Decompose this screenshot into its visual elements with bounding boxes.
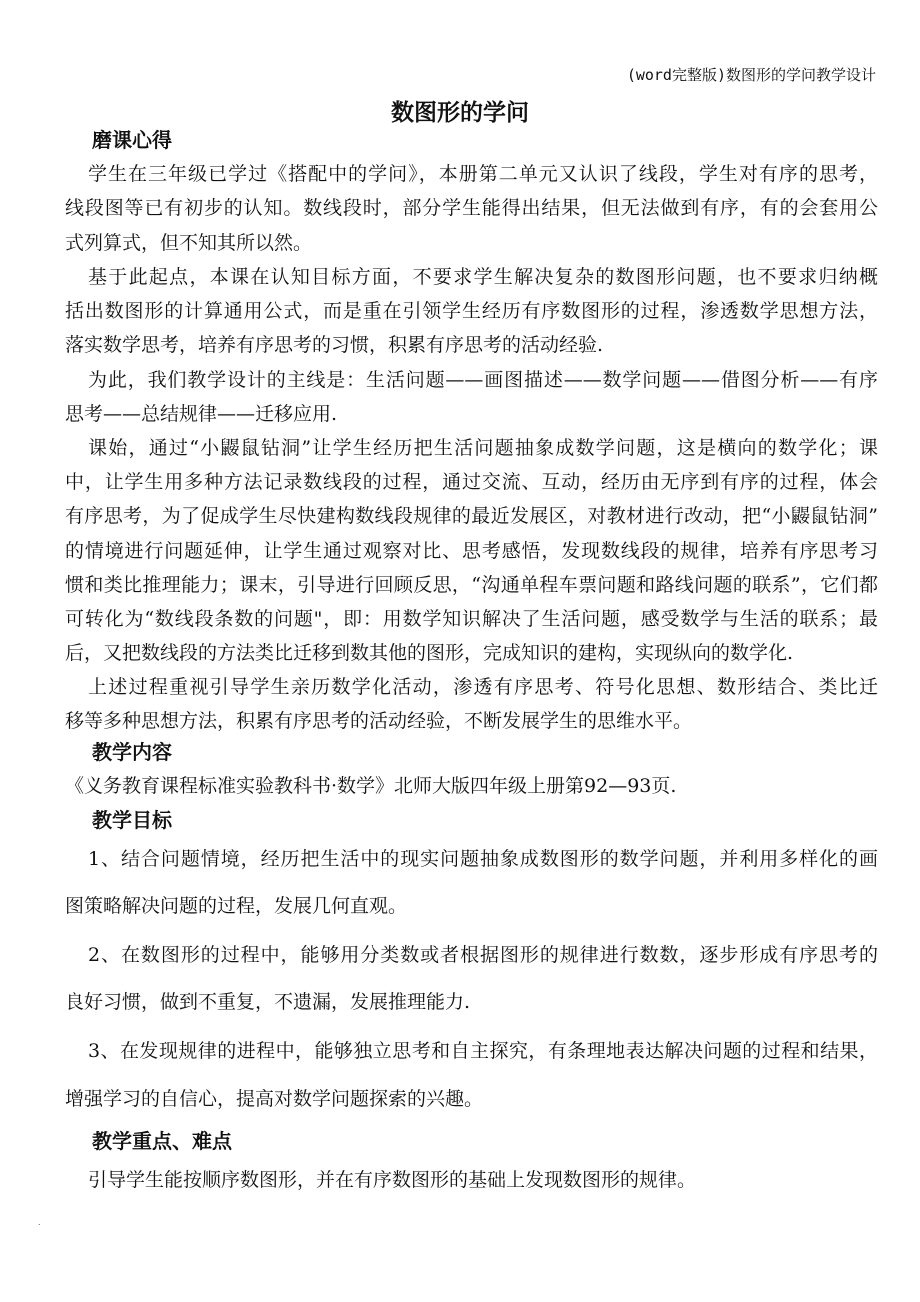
paragraph-line: 为此，我们教学设计的主线是：生活问题——画图描述——数学问题——借图分析——有序 — [88, 369, 878, 391]
section-heading-reflection: 磨课心得 — [92, 128, 172, 152]
paragraph-line: 落实数学思考，培养有序思考的习惯，积累有序思考的活动经验. — [65, 334, 604, 356]
page-title: 数图形的学问 — [391, 99, 529, 126]
paragraph-line: 引导学生能按顺序数图形，并在有序数图形的基础上发现数图形的规律。 — [88, 1169, 697, 1191]
paragraph-line: 后，又把数线段的方法类比迁移到数其他的图形，完成知识的建构，实现纵向的数学化. — [65, 642, 794, 664]
paragraph-line: 基于此起点，本课在认知目标方面，不要求学生解决复杂的数图形问题，也不要求归纳概 — [88, 266, 878, 288]
paragraph-line: 线段图等已有初步的认知。数线段时，部分学生能得出结果，但无法做到有序，有的会套用公 — [65, 197, 878, 219]
section-heading-content: 教学内容 — [92, 740, 172, 764]
running-header: (word完整版)数图形的学问教学设计 — [626, 66, 876, 84]
objective-line: 图策略解决问题的过程，发展几何直观。 — [65, 895, 408, 917]
section-heading-key-points: 教学重点、难点 — [92, 1129, 232, 1153]
paragraph-line: 可转化为“数线段条数的问题"，即：用数学知识解决了生活问题，感受数学与生活的联系；最 — [65, 608, 878, 630]
footer-mark: . — [38, 1218, 41, 1227]
paragraph-line: 的情境进行问题延伸，让学生通过观察对比、思考感悟，发现数线段的规律，培养有序思考习 — [65, 540, 878, 562]
paragraph-line: 移等多种思想方法，积累有序思考的活动经验，不断发展学生的思维水平。 — [65, 710, 693, 732]
paragraph-line: 思考——总结规律——迁移应用. — [65, 403, 338, 425]
paragraph-line: 惯和类比推理能力；课末，引导进行回顾反思，“沟通单程车票问题和路线问题的联系”，它们都 — [65, 574, 878, 596]
paragraph-line: 式列算式，但不知其所以然。 — [65, 232, 313, 254]
objective-line: 2、在数图形的过程中，能够用分类数或者根据图形的规律进行数数，逐步形成有序思考的 — [88, 944, 878, 966]
paragraph-line: 有序思考，为了促成学生尽快建构数线段规律的最近发展区，对教材进行改动，把“小鼹鼠钻洞” — [65, 505, 878, 527]
paragraph-line: 学生在三年级已学过《搭配中的学问》，本册第二单元又认识了线段，学生对有序的思考， — [88, 163, 878, 185]
paragraph-line: 中，让学生用多种方法记录数线段的过程，通过交流、互动，经历由无序到有序的过程，体会 — [65, 471, 878, 493]
paragraph-line: 括出数图形的计算通用公式，而是重在引领学生经历有序数图形的过程，渗透数学思想方法， — [65, 300, 878, 322]
paragraph-line: 课始，通过“小鼹鼠钻洞”让学生经历把生活问题抽象成数学问题，这是横向的数学化；课 — [88, 437, 878, 459]
paragraph-line: 《义务教育课程标准实验教科书·数学》北师大版四年级上册第92—93页. — [65, 775, 677, 797]
objective-line: 增强学习的自信心，提高对数学问题探索的兴趣。 — [65, 1088, 484, 1110]
section-heading-objectives: 教学目标 — [92, 808, 172, 832]
objective-line: 3、在发现规律的进程中，能够独立思考和自主探究，有条理地表达解决问题的过程和结果， — [88, 1040, 878, 1062]
objective-line: 良好习惯，做到不重复，不遗漏，发展推理能力. — [65, 991, 471, 1013]
paragraph-line: 上述过程重视引导学生亲历数学化活动，渗透有序思考、符号化思想、数形结合、类比迁 — [88, 676, 878, 698]
objective-line: 1、结合问题情境，经历把生活中的现实问题抽象成数图形的数学问题，并利用多样化的画 — [88, 848, 878, 870]
